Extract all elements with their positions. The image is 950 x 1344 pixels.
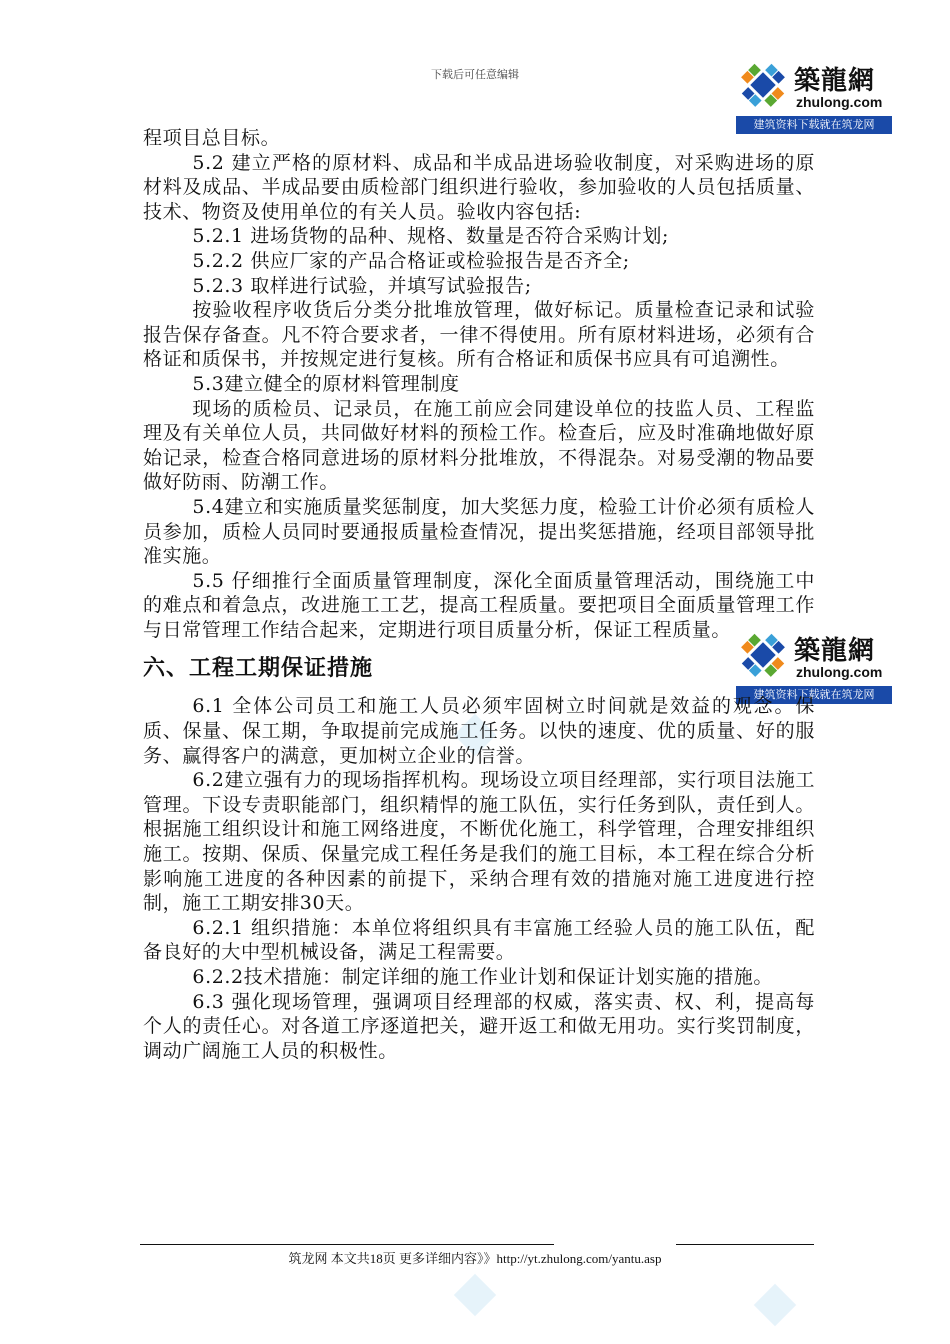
logo-domain: zhulong.com <box>796 94 883 110</box>
section-6-paragraphs <box>143 694 815 1063</box>
paragraph: 按验收程序收货后分类分批堆放管理，做好标记。质量检查记录和试验报告保存备查。凡不符合要求者，一律不得使用。所有原材料进场，必须有合格证和质保书，并按规定进行复核。所有合格证和质保书应具有可追溯性。 <box>143 299 815 371</box>
paragraph: 5.2.3 取样进行试验，并填写试验报告; <box>192 274 532 297</box>
watermark-icon <box>740 1270 810 1340</box>
logo-brand: 築龍網 <box>794 636 876 666</box>
paragraph: 5.4建立和实施质量奖惩制度，加大奖惩力度，检验工计价必须有质检人员参加，质检人员同时要通报质量检查情况，提出奖惩措施，经项目部领导批准实施。 <box>143 495 815 568</box>
paragraph: 5.2.2 供应厂家的产品合格证或检验报告是否齐全; <box>192 249 630 272</box>
paragraph: 6.2.2技术措施：制定详细的施工作业计划和保证计划实施的措施。 <box>192 966 773 988</box>
paragraph: 6.3 强化现场管理，强调项目经理部的权威，落实责、权、利，提高每个人的责任心。对各道工序逐道把关，避开返工和做无用功。实行奖罚制度，调动广阔施工人员的积极性。 <box>143 990 815 1062</box>
logo-mark-icon <box>736 58 790 112</box>
paragraph: 5.3建立健全的原材料管理制度 <box>192 372 460 395</box>
watermark-icon <box>440 1260 510 1330</box>
paragraph: 程项目总目标。 <box>143 127 281 149</box>
paragraph: 5.2 建立严格的原材料、成品和半成品进场验收制度，对采购进场的原材料及成品、半成品要由质检部门组织进行验收，参加验收的人员包括质量、技术、物资及使用单位的有关人员。验收内容包括: <box>143 151 815 223</box>
paragraph: 6.2.1 组织措施：本单位将组织具有丰富施工经验人员的施工队伍，配备良好的大中型机械设备，满足工程需要。 <box>143 916 815 964</box>
paragraph: 6.2建立强有力的现场指挥机构。现场设立项目经理部，实行项目法施工管理。下设专责职能部门，组织精悍的施工队伍，实行任务到队，责任到人。根据施工组织设计和施工网络进度，不断优化施工，科学管理，合理安排组织施工。按期、保质、保量完成工程任务是我们的施工目标，本工程在综合分析影响施工进度的各种因素的前提下，采纳合理有效的措施对施工进度进行控制，施工工期安排30天。 <box>143 769 815 915</box>
zhulong-logo <box>736 58 892 136</box>
section-heading: 六、工程工期保证措施 <box>143 656 374 682</box>
logo-slogan: 建筑资料下载就在筑龙网 <box>736 686 892 704</box>
footer-text: 筑龙网 本文共18页 更多详细内容》》http://yt.zhulong.com/yantu.asp <box>288 1251 662 1266</box>
paragraph: 5.2.1 进场货物的品种、规格、数量是否符合采购计划; <box>192 225 669 248</box>
logo-domain: zhulong.com <box>796 664 883 680</box>
document-body <box>143 126 815 1063</box>
footer-divider-right <box>676 1244 814 1245</box>
section-5-paragraphs <box>143 126 815 642</box>
logo-slogan: 建筑资料下载就在筑龙网 <box>736 116 892 134</box>
paragraph: 5.5 仔细推行全面质量管理制度，深化全面质量管理活动，围绕施工中的难点和着急点，改进施工工艺，提高工程质量。要把项目全面质量管理工作与日常管理工作结合起来，定期进行项目质量分析，保证工程质量。 <box>143 569 815 641</box>
paragraph: 现场的质检员、记录员，在施工前应会同建设单位的技监人员、工程监理及有关单位人员，共同做好材料的预检工作。检查后，应及时准确地做好原始记录，检查合格同意进场的原材料分批堆放，不得混杂。对易受潮的物品要做好防雨、防潮工作。 <box>143 397 815 494</box>
paragraph: 6.1 全体公司员工和施工人员必须牢固树立时间就是效益的观念。保质、保量、保工期，争取提前完成施工任务。以快的速度、优的质量、好的服务、赢得客户的满意，更加树立企业的信誉。 <box>143 695 815 767</box>
logo-brand: 築龍網 <box>794 66 876 96</box>
footer-divider-left <box>140 1244 554 1245</box>
header-note: 下载后可任意编辑 <box>431 68 519 81</box>
